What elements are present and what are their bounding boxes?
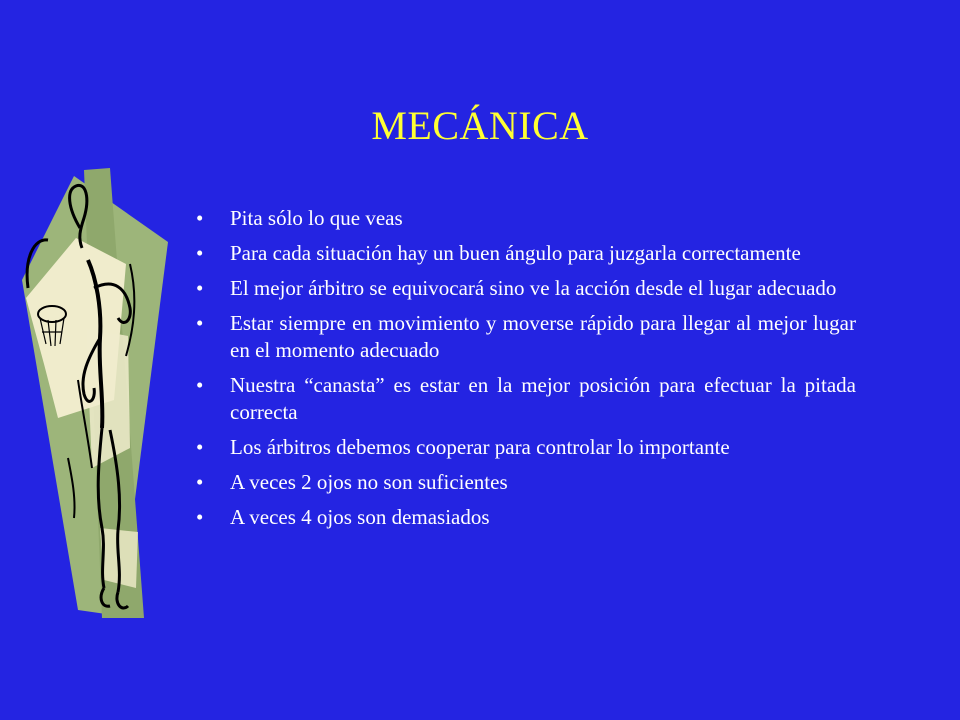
bullet-marker: •: [196, 311, 204, 335]
bullet-item: [196, 275, 856, 302]
bullet-marker: •: [196, 373, 204, 397]
bullet-marker: •: [196, 505, 204, 529]
bullet-text: Estar siempre en movimiento y moverse rápido para llegar al mejor lugar en el momento adecuado: [230, 311, 856, 362]
bullet-list: [196, 205, 856, 539]
bullet-text: Nuestra “canasta” es estar en la mejor posición para efectuar la pitada correcta: [230, 373, 856, 424]
bullet-text: A veces 2 ojos no son suficientes: [230, 470, 508, 494]
bullet-marker: •: [196, 276, 204, 300]
bullet-text: Los árbitros debemos cooperar para controlar lo importante: [230, 435, 730, 459]
bullet-item: [196, 434, 856, 461]
bullet-marker: •: [196, 206, 204, 230]
bullet-item: [196, 469, 856, 496]
bullet-item: [196, 310, 856, 364]
basketball-player-clipart-icon: [18, 168, 168, 618]
bullet-text: Pita sólo lo que veas: [230, 206, 403, 230]
bullet-item: [196, 205, 856, 232]
bullet-text: Para cada situación hay un buen ángulo para juzgarla correctamente: [230, 241, 801, 265]
bullet-item: [196, 240, 856, 267]
bullet-marker: •: [196, 241, 204, 265]
bullet-text: El mejor árbitro se equivocará sino ve la acción desde el lugar adecuado: [230, 276, 837, 300]
slide-title: MECÁNICA: [371, 103, 589, 148]
bullet-item: [196, 504, 856, 531]
bullet-text: A veces 4 ojos son demasiados: [230, 505, 490, 529]
bullet-marker: •: [196, 470, 204, 494]
bullet-marker: •: [196, 435, 204, 459]
bullet-item: [196, 372, 856, 426]
